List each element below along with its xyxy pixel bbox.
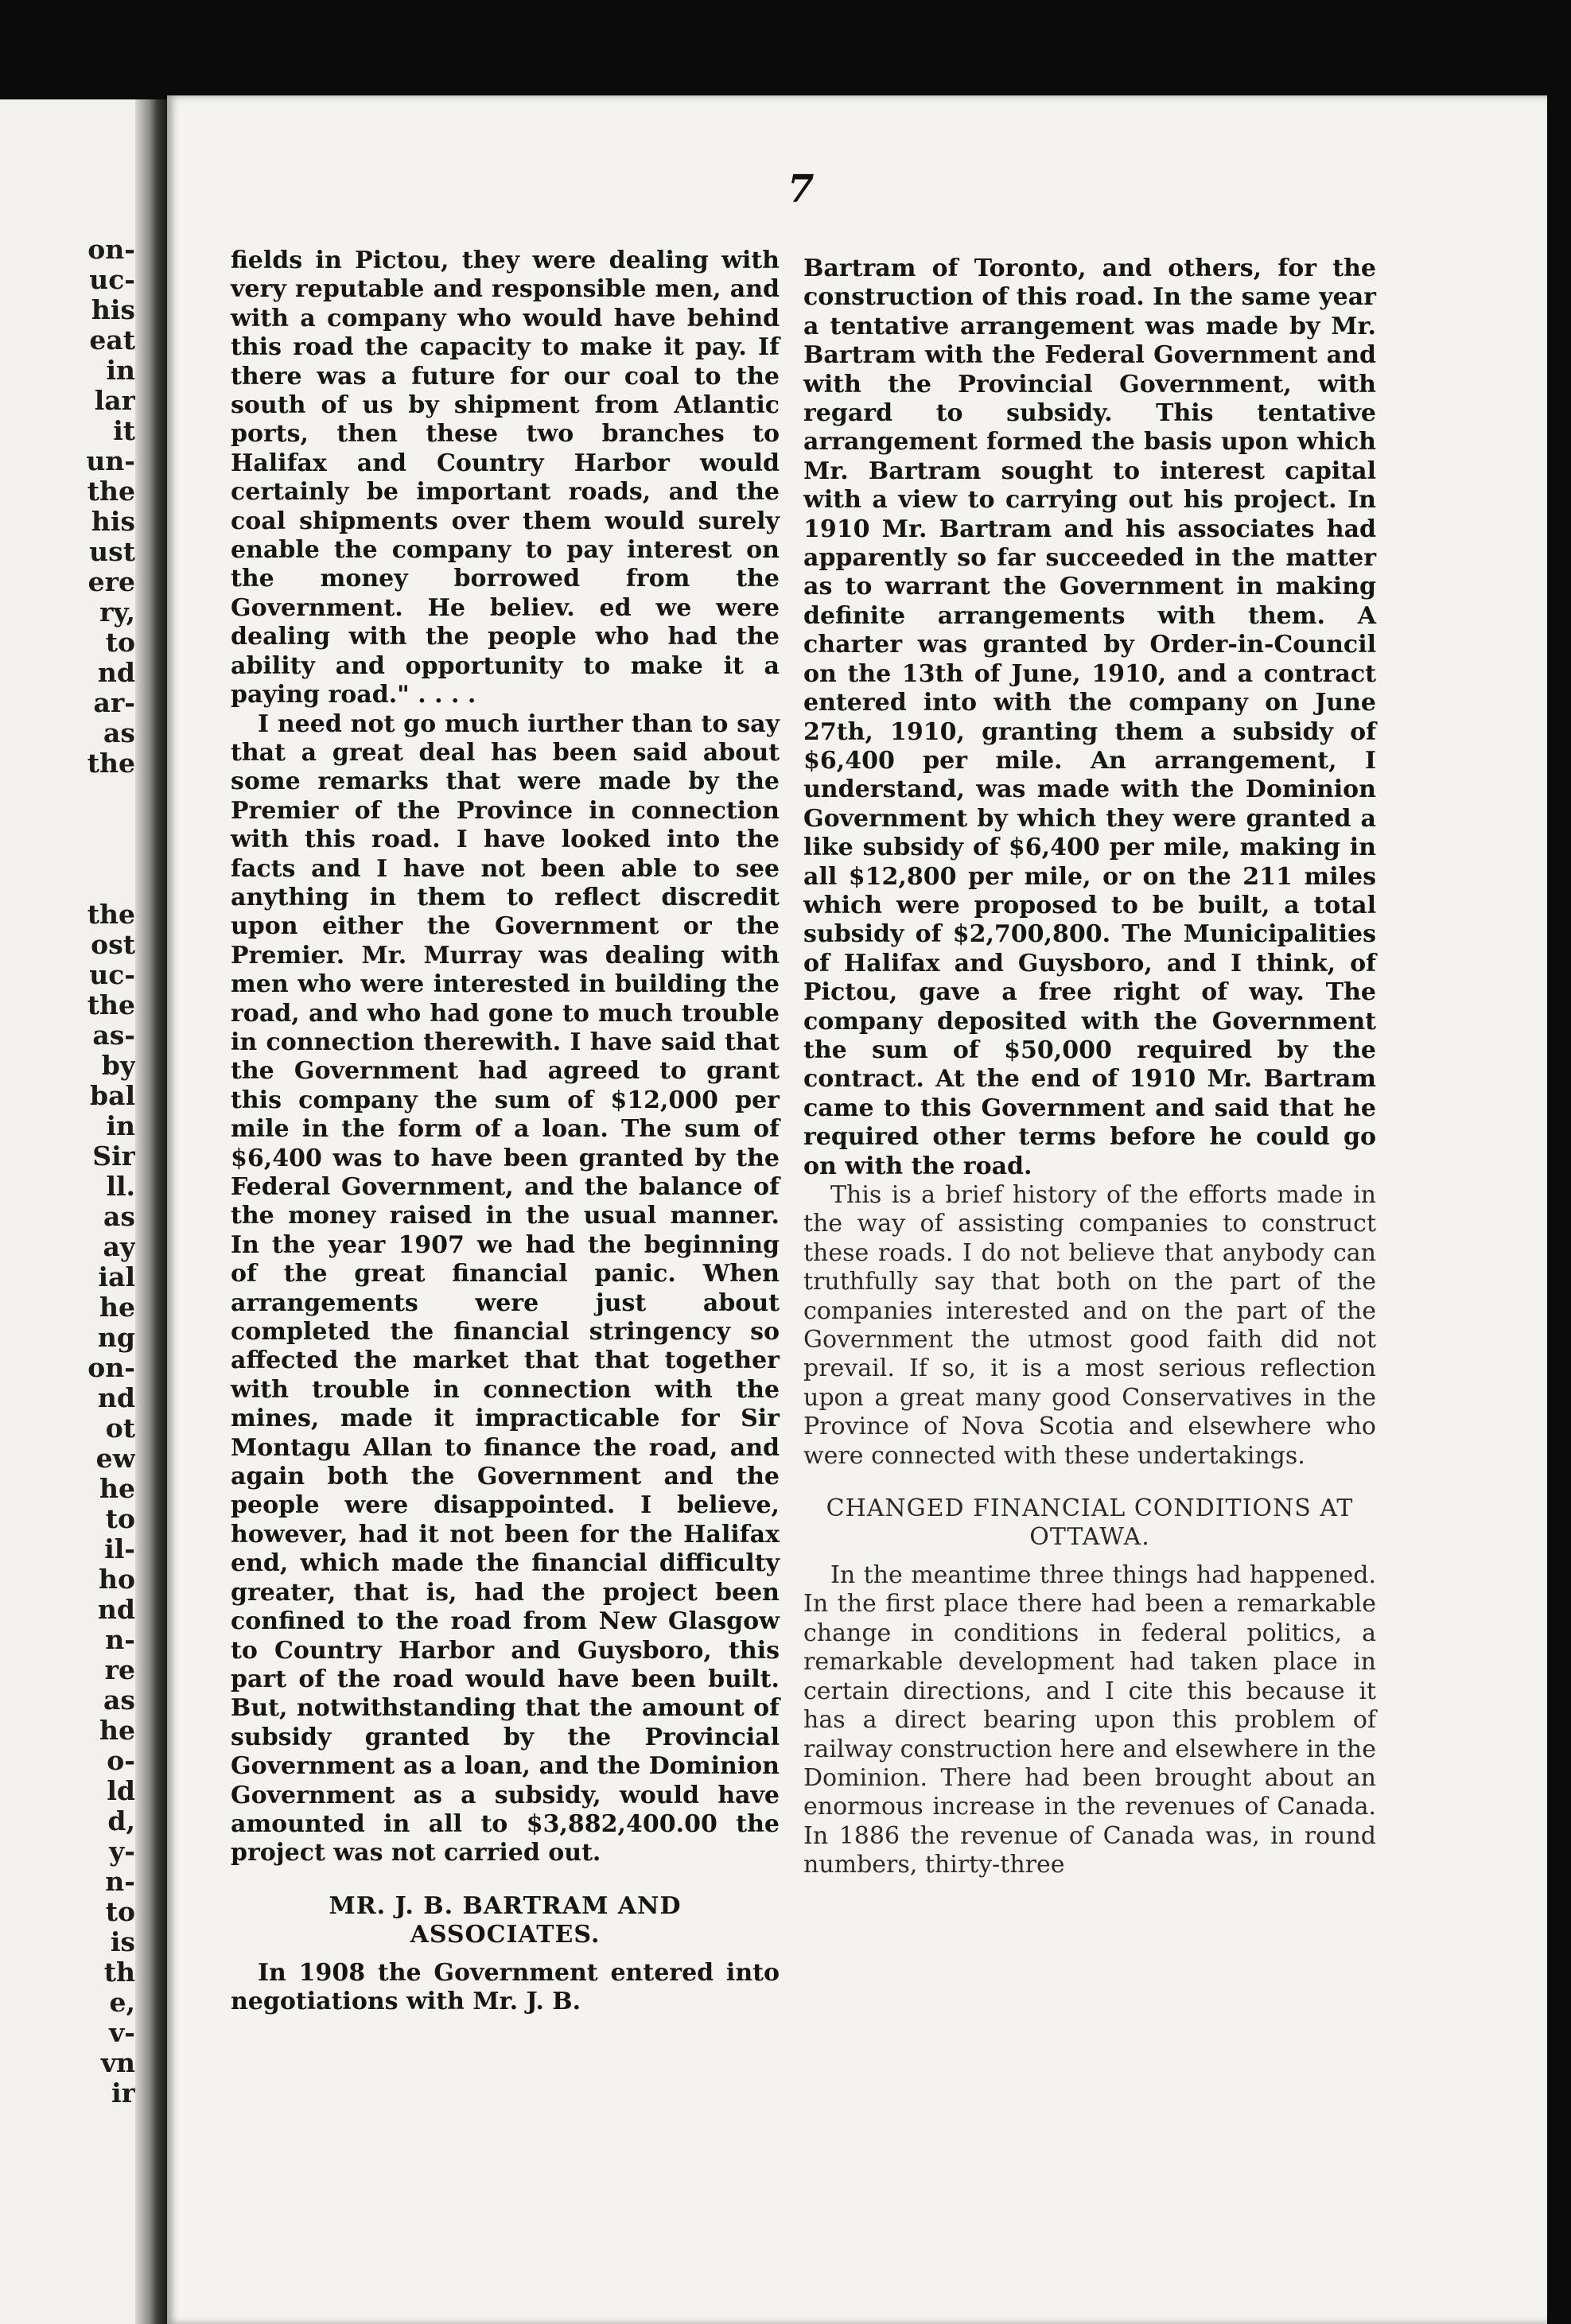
previous-page-fragment: uc-: [89, 959, 135, 990]
previous-page-fragment: ll.: [106, 1171, 135, 1202]
previous-page-fragment: Sir: [92, 1141, 135, 1172]
previous-page-fragment: the: [87, 989, 135, 1020]
page-right-border: [1547, 95, 1571, 2324]
previous-page-fragment: un-: [86, 445, 135, 476]
previous-page-fragment: on-: [87, 1352, 135, 1383]
previous-page-fragment: o-: [107, 1745, 135, 1776]
previous-page-fragment: in: [106, 1110, 135, 1141]
previous-page-fragment: as: [103, 717, 135, 748]
previous-page-text-fragments: [0, 235, 135, 2108]
previous-page-fragment: [0, 869, 135, 900]
previous-page-fragment: is: [110, 1926, 135, 1957]
right-paragraph-3: In the meantime three things had happened. In the first place there had been a remarkable change in conditions in federal politics, a remarkable development had taken place in certain directions, and I cite this because it has a direct bearing upon this problem of railway construction here and elsewhere in the Dominion. There had been brought about an enormous increase in the revenues of Canada. In 1886 the revenue of Canada was, in round numbers, thirty-three: [803, 1561, 1376, 1879]
section-heading-bartram: MR. J. B. BARTRAM AND ASSOCIATES.: [329, 1891, 682, 1949]
previous-page-fragment: lar: [94, 385, 135, 416]
previous-page-fragment: by: [101, 1050, 135, 1081]
previous-page-fragment: in: [106, 355, 135, 386]
page-number: 7: [787, 167, 815, 212]
document-page: [167, 95, 1547, 2324]
book-gutter: [135, 99, 167, 2324]
previous-page-fragment: v-: [109, 2017, 135, 2048]
previous-page-fragment: ng: [97, 1322, 135, 1353]
previous-page-fragment: ot: [105, 1413, 135, 1444]
previous-page-fragment: y-: [109, 1836, 135, 1867]
left-paragraph-3: In 1908 the Government entered into negotiations with Mr. J. B.: [231, 1958, 780, 2016]
previous-page-fragment: ost: [91, 929, 135, 960]
previous-page-fragment: the: [87, 899, 135, 930]
right-paragraph-1: Bartram of Toronto, and others, for the construction of this road. In the same year a tentative arrangement was made by Mr. Bartram with the Federal Government and with the Provincial Government, with regard to subsidy. This tentative arrangement formed the basis upon which Mr. Bartram sought to interest capital with a view to carrying out his project. In 1910 Mr. Bartram and his associates had apparently so far succeeded in the matter as to warrant the Government in making definite arrangements with them. A charter was granted by Order-in-Council on the 13th of June, 1910, and a contract entered into with the company on June 27th, 1910, granting them a subsidy of $6,400 per mile. An arrangement, I understand, was made with the Dominion Government by which they were granted a like subsidy of $6,400 per mile, making in all $12,800 per mile, or on the 211 miles which were proposed to be built, a total subsidy of $2,700,800. The Municipalities of Halifax and Guysboro, and I think, of Pictou, gave a free right of way. The company deposited with the Government the sum of $50,000 required by the contract. At the end of 1910 Mr. Bartram came to this Government and said that he required other terms before he could go on with the road.: [803, 255, 1376, 1180]
previous-page-fragment: ay: [103, 1231, 135, 1262]
previous-page-fragment: to: [105, 1896, 135, 1927]
previous-page-fragment: e,: [109, 1987, 135, 2018]
previous-page-fragment: [0, 839, 135, 869]
previous-page-fragment: ial: [98, 1261, 135, 1292]
previous-page-fragment: re: [104, 1654, 135, 1685]
previous-page-fragment: [0, 809, 135, 839]
previous-page-fragment: n-: [105, 1866, 135, 1897]
previous-page-fragment: ere: [87, 566, 135, 597]
previous-page-fragment: ho: [98, 1564, 135, 1595]
left-paragraph-2: I need not go much iurther than to say that a great deal has been said about some remarks that were made by the Premier of the Province in connection with this road. I have looked into the facts and I have not been able to see anything in them to reflect discredit upon either the Government or the Premier. Mr. Murray was dealing with men who were interested in building the road, and who had gone to much trouble in connection therewith. I have said that the Government had agreed to grant this company the sum of $12,000 per mile in the form of a loan. The sum of $6,400 was to have been granted by the Federal Government, and the balance of the money raised in the usual manner. In the year 1907 we had the beginning of the great financial panic. When arrangements were just about completed the financial stringency so affected the market that that together with trouble in connection with the mines, made it impracticable for Sir Montagu Allan to finance the road, and again both the Government and the people were disappointed. I believe, however, had it not been for the Halifax end, which made the financial difficulty greater, that is, had the project been confined to the road from New Glasgow to Country Harbor and Guysboro, this part of the road would have been built. But, notwithstanding that the amount of subsidy granted by the Provincial Government as a loan, and the Dominion Government as a subsidy, would have amounted in all to $3,882,400.00 the project was not carried out.: [231, 709, 780, 1867]
right-column: [803, 255, 1376, 1880]
previous-page-fragment: vn: [100, 2047, 135, 2078]
previous-page-fragment: eat: [89, 325, 135, 356]
previous-page-fragment: th: [103, 1957, 135, 1988]
previous-page-fragment: nd: [97, 1594, 135, 1625]
previous-page-fragment: uc-: [89, 264, 135, 295]
previous-page-fragment: he: [99, 1473, 135, 1504]
previous-page: [0, 99, 151, 2324]
previous-page-fragment: bal: [90, 1080, 135, 1111]
previous-page-fragment: he: [99, 1715, 135, 1746]
left-paragraph-1: fields in Pictou, they were dealing with very reputable and responsible men, and with a company who would have behind this road the capacity to make it pay. If there was a future for our coal to the south of us by shipment from Atlantic ports, then these two branches to Halifax and Country Harbor would certainly be important roads, and the coal shipments over them would surely enable the company to pay interest on the money borrowed from the Government. He believ. ed we were dealing with the people who had the ability and opportunity to make it a paying road." . . . .: [231, 247, 780, 709]
previous-page-fragment: his: [91, 294, 135, 325]
previous-page-fragment: d,: [107, 1805, 135, 1836]
previous-page-fragment: ry,: [99, 597, 135, 628]
previous-page-fragment: nd: [97, 1382, 135, 1413]
previous-page-fragment: ew: [95, 1443, 135, 1474]
previous-page-fragment: as: [103, 1685, 135, 1716]
previous-page-fragment: to: [105, 1503, 135, 1534]
previous-page-fragment: to: [105, 627, 135, 658]
previous-page-fragment: his: [91, 506, 135, 537]
section-heading-financial: CHANGED FINANCIAL CONDITIONS AT OTTAWA.: [826, 1494, 1354, 1552]
right-paragraph-2: This is a brief history of the efforts made in the way of assisting companies to construct these roads. I do not believe that anybody can truthfully say that both on the part of the companies interested and on the part of the Government the utmost good faith did not prevail. If so, it is a most serious reflection upon a great many good Conservatives in the Province of Nova Scotia and elsewhere who were connected with these undertakings.: [803, 1181, 1376, 1470]
previous-page-fragment: ust: [89, 536, 135, 567]
previous-page-fragment: as: [103, 1201, 135, 1232]
previous-page-fragment: he: [99, 1292, 135, 1323]
previous-page-fragment: ar-: [93, 687, 135, 718]
previous-page-fragment: the: [87, 748, 135, 779]
previous-page-fragment: nd: [97, 657, 135, 688]
previous-page-fragment: [0, 779, 135, 809]
left-column: [231, 247, 780, 2017]
previous-page-fragment: il-: [104, 1533, 135, 1564]
previous-page-fragment: n-: [105, 1624, 135, 1655]
previous-page-fragment: on-: [87, 234, 135, 265]
previous-page-fragment: ld: [107, 1775, 135, 1806]
previous-page-fragment: ir: [111, 2077, 135, 2108]
previous-page-fragment: the: [87, 476, 135, 507]
previous-page-fragment: as-: [92, 1020, 135, 1051]
previous-page-fragment: it: [113, 415, 135, 446]
